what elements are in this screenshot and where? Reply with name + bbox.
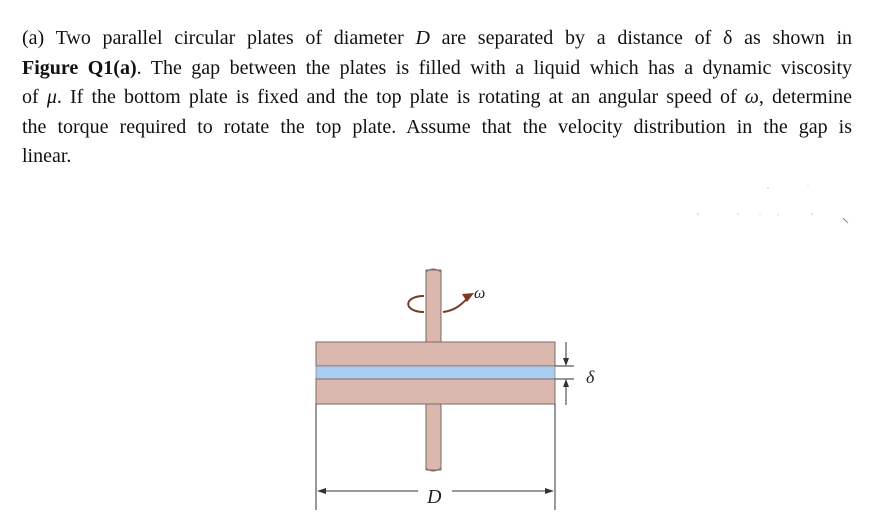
question-label: (a)	[22, 27, 45, 49]
mu-symbol: μ	[46, 86, 57, 108]
delta-symbol: δ	[722, 27, 733, 49]
question-line-2: Figure Q1(a). The gap between the plates is filled with a liquid which has a dynamic viscosity	[22, 56, 852, 79]
question-line-4: the torque required to rotate the top plate. Assume that the velocity distribution in the gap is	[22, 115, 852, 138]
diameter-label: D	[427, 486, 442, 508]
fluid-gap	[316, 366, 555, 379]
lower-shaft	[426, 404, 441, 470]
question-line-5: linear.	[22, 145, 72, 167]
bottom-plate	[316, 379, 555, 404]
figure-reference: Figure Q1(a)	[22, 56, 137, 79]
diameter-variable: D	[415, 27, 430, 49]
delta-label: δ	[586, 367, 595, 387]
question-line-3: of μ. If the bottom plate is fixed and the top plate is rotating at an angular speed of ω, determine	[22, 86, 853, 108]
omega-label: ω	[474, 285, 486, 302]
upper-shaft	[426, 270, 441, 342]
omega-symbol: ω	[744, 86, 759, 108]
top-plate	[316, 342, 555, 366]
question-line-1: (a) Two parallel circular plates of diameter D are separated by a distance of δ as shown in	[22, 27, 853, 49]
scan-specks	[697, 185, 848, 223]
gap-dimension	[555, 342, 574, 405]
